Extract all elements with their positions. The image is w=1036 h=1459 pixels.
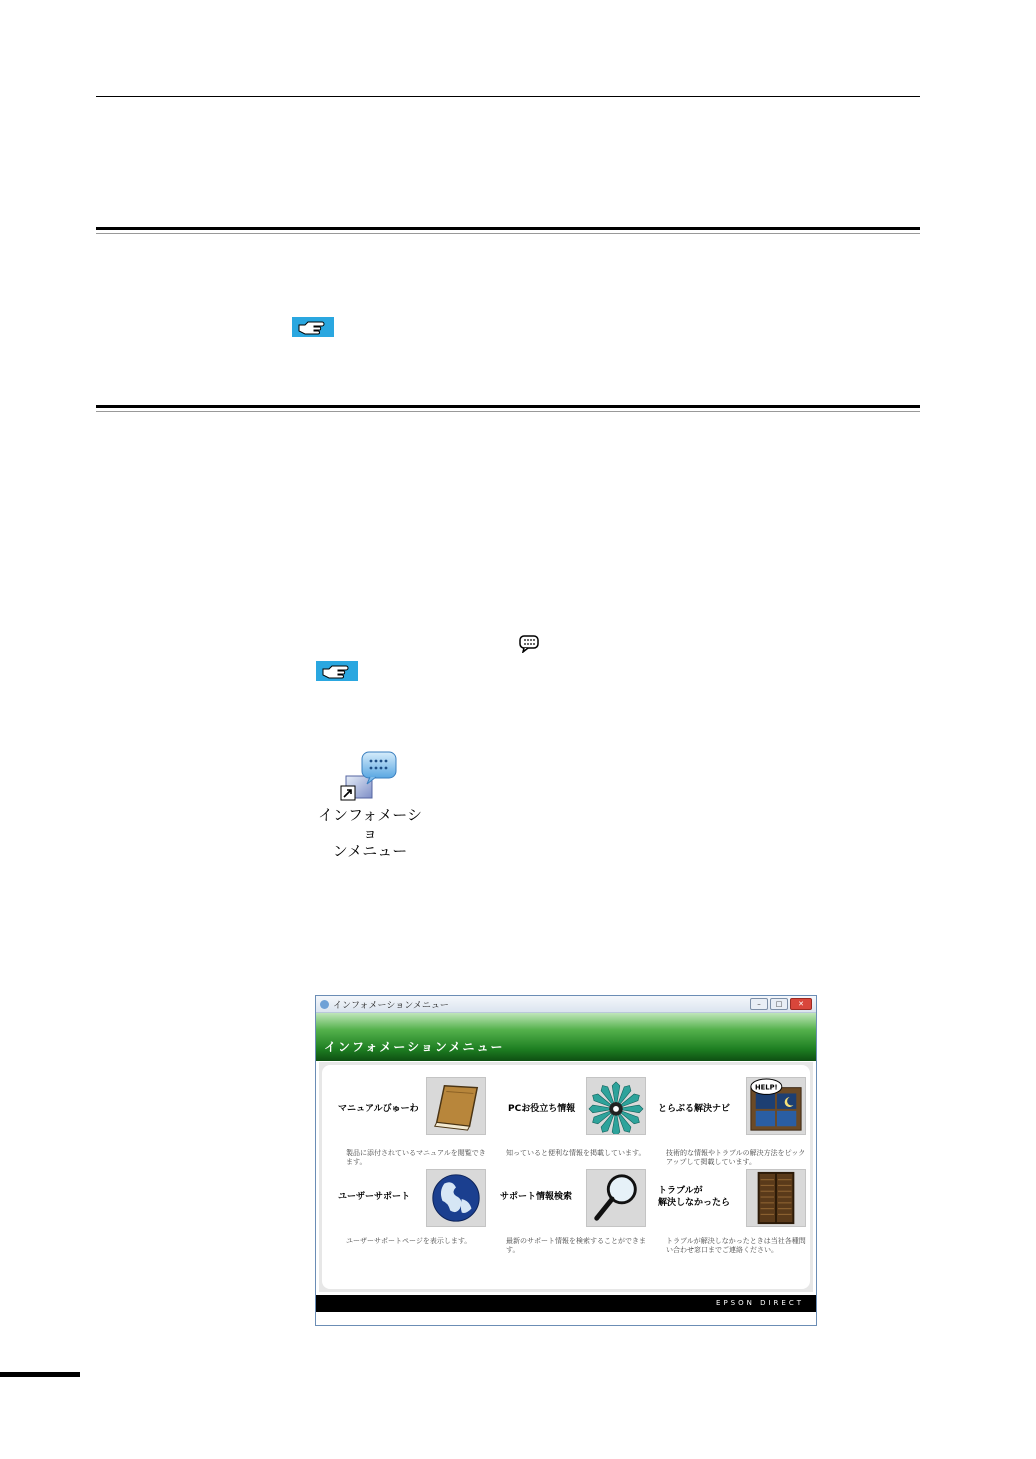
tile-desc: 知っていると便利な情報を掲載しています。 <box>506 1149 646 1157</box>
tile-user-support[interactable] <box>328 1169 486 1277</box>
desktop-icon-label: インフォメーショ ンメニュー <box>318 806 422 860</box>
top-rule <box>96 96 920 97</box>
pointing-hand-icon <box>292 317 334 337</box>
tile-trouble-navi[interactable] <box>648 1067 806 1175</box>
book-icon <box>426 1077 486 1135</box>
tile-label: サポート情報検索 <box>500 1192 573 1202</box>
close-button[interactable]: ✕ <box>790 998 812 1010</box>
section-rule-1 <box>96 227 920 230</box>
window-title: インフォメーションメニュー <box>333 1000 449 1011</box>
page-footer-bar <box>0 1372 80 1377</box>
magnifier-icon <box>586 1169 646 1227</box>
tile-label: とらぶる解決ナビ <box>658 1104 731 1114</box>
door-icon <box>746 1169 806 1227</box>
window-footer: EPSON DIRECT <box>316 1295 816 1312</box>
banner-title: インフォメーションメニュー <box>324 1040 505 1054</box>
globe-icon <box>426 1169 486 1227</box>
tile-desc: 技術的な情報やトラブルの解決方法をピックアップして掲載しています。 <box>666 1149 806 1166</box>
information-menu-window <box>315 995 817 1326</box>
minimize-button[interactable]: – <box>750 998 768 1010</box>
tile-desc: 製品に添付されているマニュアルを閲覧できます。 <box>346 1149 486 1166</box>
tile-label: マニュアルびゅーわ <box>338 1104 419 1114</box>
help-window-icon <box>746 1077 806 1135</box>
section-rule-1-under <box>96 233 920 234</box>
menu-body <box>319 1062 813 1292</box>
tile-desc: 最新のサポート情報を検索することができます。 <box>506 1237 646 1254</box>
desktop-shortcut-information-menu[interactable] <box>312 750 428 860</box>
tile-label: PCお役立ち情報 <box>508 1104 576 1114</box>
flower-icon <box>586 1077 646 1135</box>
information-menu-icon <box>519 635 539 653</box>
section-rule-2 <box>96 405 920 408</box>
app-icon <box>320 1000 329 1009</box>
tile-desc: ユーザーサポートページを表示します。 <box>346 1237 472 1245</box>
help-badge-text: HELP! <box>755 1083 778 1092</box>
tile-label: ユーザーサポート <box>338 1192 411 1202</box>
pointing-hand-icon <box>316 661 358 681</box>
tile-unresolved[interactable] <box>648 1169 806 1277</box>
section-rule-2-under <box>96 411 920 412</box>
information-menu-shortcut-icon <box>340 750 400 804</box>
tile-support-search[interactable] <box>488 1169 646 1277</box>
tile-desc: トラブルが解決しなかったときは当社各種問い合わせ窓口までご連絡ください。 <box>666 1237 806 1254</box>
menu-panel <box>322 1065 810 1289</box>
window-titlebar <box>316 996 816 1013</box>
tile-label: トラブルが 解決しなかったら <box>658 1186 731 1208</box>
tile-manual-viewer[interactable] <box>328 1067 486 1175</box>
maximize-button[interactable]: □ <box>770 998 788 1010</box>
window-banner <box>316 1013 816 1061</box>
tile-pc-tips[interactable] <box>488 1067 646 1175</box>
